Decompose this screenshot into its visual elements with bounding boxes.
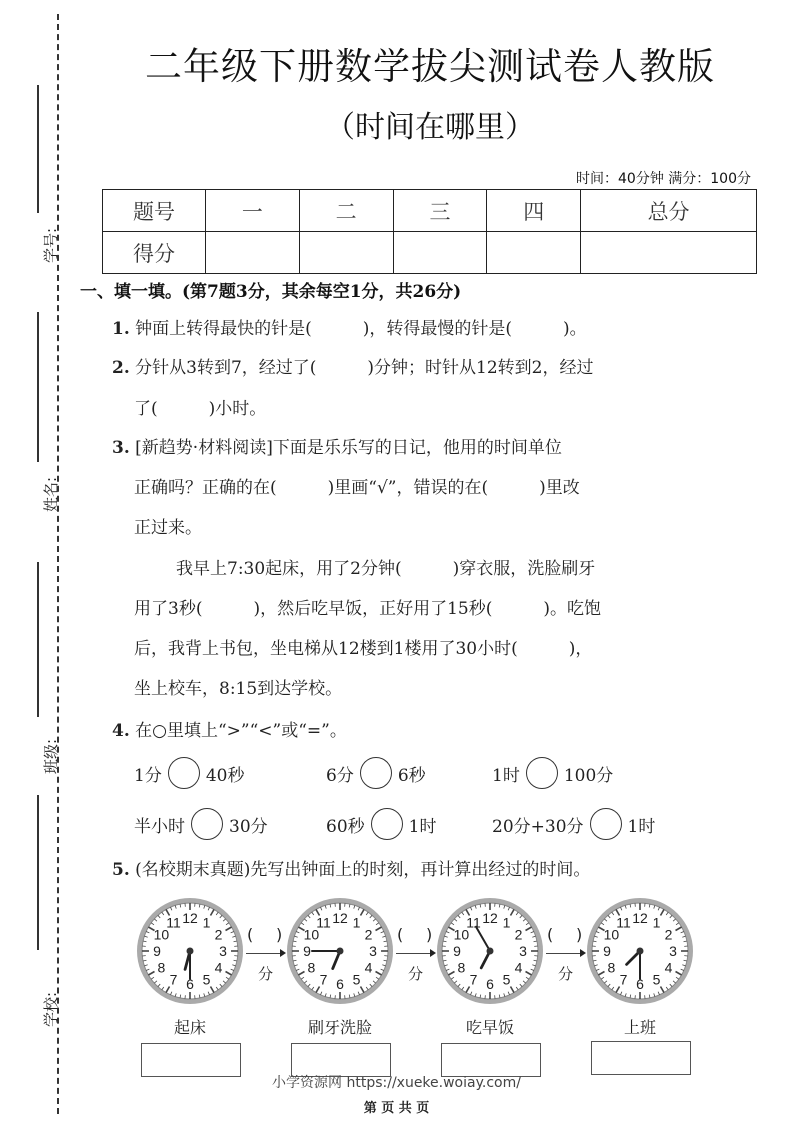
svg-text:4: 4 xyxy=(664,959,673,976)
svg-text:9: 9 xyxy=(603,943,611,959)
interval-paren-open: ( xyxy=(247,925,254,944)
score-table-score-row xyxy=(103,232,757,274)
svg-text:9: 9 xyxy=(303,943,311,959)
comparison-item xyxy=(134,808,268,840)
interval-unit: 分 xyxy=(408,965,424,983)
class-blank[interactable] xyxy=(37,562,39,717)
time-answer-box[interactable] xyxy=(591,1041,691,1075)
svg-text:11: 11 xyxy=(316,914,331,931)
arrow-icon xyxy=(546,953,584,954)
comparison-right: 100分 xyxy=(563,765,614,786)
question-text: 分针从3转到7，经过了( )分钟；时针从12转到2，经过 xyxy=(135,358,594,378)
question-number: 2. xyxy=(112,358,130,378)
section-heading: 一、填一填。(第7题3分，其余每空1分，共26分) xyxy=(80,282,462,302)
score-cell: 三 xyxy=(393,190,487,232)
svg-text:6: 6 xyxy=(486,976,494,992)
score-input-cell[interactable] xyxy=(206,232,300,274)
comparison-circle[interactable] xyxy=(371,808,403,840)
clock-label: 吃早饭 xyxy=(465,1018,514,1037)
comparison-right: 6秒 xyxy=(397,765,426,786)
comparison-right: 1时 xyxy=(408,816,437,837)
page-subtitle: （时间在哪里） xyxy=(325,110,535,145)
arrow-icon xyxy=(396,953,434,954)
comparison-item xyxy=(326,808,436,840)
score-cell: 总分 xyxy=(581,190,757,232)
svg-text:10: 10 xyxy=(153,926,170,943)
diary-line-1: 我早上7:30起床，用了2分钟( )穿衣服，洗脸刷牙 xyxy=(176,559,596,579)
score-cell: 二 xyxy=(299,190,393,232)
student-id-blank[interactable] xyxy=(37,85,39,213)
interval-paren-open: ( xyxy=(397,925,404,944)
binding-margin xyxy=(0,0,80,1122)
svg-text:1: 1 xyxy=(202,914,211,931)
score-input-cell[interactable] xyxy=(299,232,393,274)
question-number: 3. xyxy=(112,438,130,458)
interval-unit: 分 xyxy=(258,965,274,983)
svg-text:3: 3 xyxy=(669,943,677,959)
svg-text:6: 6 xyxy=(636,976,644,992)
interval-unit: 分 xyxy=(558,965,574,983)
svg-text:12: 12 xyxy=(332,910,348,926)
score-input-cell[interactable] xyxy=(393,232,487,274)
svg-text:1: 1 xyxy=(502,914,511,931)
comparison-right: 30分 xyxy=(229,816,268,837)
name-label: 姓名: xyxy=(42,476,60,512)
diary-line-3: 后，我背上书包，坐电梯从12楼到1楼用了30小时( )， xyxy=(134,639,593,659)
page-number: 第 页 共 页 xyxy=(363,1101,430,1116)
svg-text:7: 7 xyxy=(169,971,178,988)
svg-text:3: 3 xyxy=(219,943,227,959)
clock-icon xyxy=(284,895,396,1007)
score-table xyxy=(102,189,757,274)
question-1 xyxy=(112,319,587,339)
class-label: 班级: xyxy=(42,738,60,774)
name-blank[interactable] xyxy=(37,312,39,462)
svg-text:10: 10 xyxy=(603,926,620,943)
clock-icon xyxy=(434,895,546,1007)
question-text: 在○里填上“>”“<”或“=”。 xyxy=(135,721,347,741)
svg-text:2: 2 xyxy=(664,926,673,943)
svg-text:6: 6 xyxy=(336,976,344,992)
clock-icon xyxy=(134,895,246,1007)
clock-label: 刷牙洗脸 xyxy=(307,1018,372,1037)
svg-text:9: 9 xyxy=(153,943,161,959)
question-number: 5. xyxy=(112,860,130,880)
comparison-left: 20分+30分 xyxy=(492,816,584,837)
question-3-line2: 正确吗？正确的在( )里画“√”，错误的在( )里改 xyxy=(134,478,580,498)
comparison-circle[interactable] xyxy=(168,757,200,789)
comparison-left: 60秒 xyxy=(326,816,365,837)
svg-text:9: 9 xyxy=(453,943,461,959)
svg-text:7: 7 xyxy=(319,971,328,988)
svg-text:11: 11 xyxy=(166,914,181,931)
svg-text:12: 12 xyxy=(632,910,648,926)
question-3 xyxy=(112,438,562,458)
svg-text:5: 5 xyxy=(502,971,511,988)
question-number: 4. xyxy=(112,721,130,741)
question-4 xyxy=(112,721,347,741)
student-id-label: 学号: xyxy=(42,227,60,263)
watermark: 小学资源网 https://xueke.woiay.com/ xyxy=(272,1075,521,1091)
score-input-cell[interactable] xyxy=(487,232,581,274)
score-cell: 一 xyxy=(206,190,300,232)
svg-text:2: 2 xyxy=(214,926,223,943)
svg-text:8: 8 xyxy=(607,959,616,976)
question-2-cont: 了( )小时。 xyxy=(134,399,267,419)
diary-line-4: 坐上校车，8:15到达学校。 xyxy=(134,679,343,699)
svg-text:8: 8 xyxy=(307,959,316,976)
interval-paren-close: ) xyxy=(276,925,283,944)
comparison-circle[interactable] xyxy=(590,808,622,840)
svg-text:12: 12 xyxy=(482,910,498,926)
svg-text:5: 5 xyxy=(202,971,211,988)
svg-text:7: 7 xyxy=(619,971,628,988)
interval-paren-close: ) xyxy=(426,925,433,944)
svg-text:4: 4 xyxy=(214,959,223,976)
arrow-icon xyxy=(246,953,284,954)
svg-text:5: 5 xyxy=(352,971,361,988)
svg-text:6: 6 xyxy=(186,976,194,992)
question-3-line3: 正过来。 xyxy=(134,518,202,538)
question-text: (名校期末真题)先写出钟面上的时刻，再计算出经过的时间。 xyxy=(135,860,591,880)
comparison-item xyxy=(326,757,426,789)
svg-text:8: 8 xyxy=(457,959,466,976)
school-label: 学校: xyxy=(42,991,60,1027)
comparison-circle[interactable] xyxy=(360,757,392,789)
svg-text:1: 1 xyxy=(352,914,361,931)
svg-text:8: 8 xyxy=(157,959,166,976)
page-title: 二年级下册数学拔尖测试卷人教版 xyxy=(145,45,715,88)
comparison-circle[interactable] xyxy=(191,808,223,840)
score-cell: 题号 xyxy=(103,190,206,232)
svg-text:11: 11 xyxy=(616,914,631,931)
comparison-circle[interactable] xyxy=(526,757,558,789)
svg-text:11: 11 xyxy=(466,914,481,931)
question-text: 钟面上转得最快的针是( )，转得最慢的针是( )。 xyxy=(135,319,587,339)
comparison-item xyxy=(492,808,655,840)
comparison-item xyxy=(492,757,613,789)
score-table-header-row xyxy=(103,190,757,232)
interval-paren-close: ) xyxy=(576,925,583,944)
school-blank[interactable] xyxy=(37,795,39,950)
comparison-right: 1时 xyxy=(627,816,656,837)
comparison-left: 6分 xyxy=(326,765,354,786)
question-5 xyxy=(112,860,590,880)
svg-text:4: 4 xyxy=(514,959,523,976)
question-number: 1. xyxy=(112,319,130,339)
diary-line-2: 用了3秒( )，然后吃早饭，正好用了15秒( )。吃饱 xyxy=(134,599,601,619)
score-cell: 四 xyxy=(487,190,581,232)
svg-text:4: 4 xyxy=(364,959,373,976)
question-text: [新趋势·材料阅读]下面是乐乐写的日记，他用的时间单位 xyxy=(135,438,562,458)
svg-text:7: 7 xyxy=(469,971,478,988)
interval-paren-open: ( xyxy=(547,925,554,944)
svg-text:12: 12 xyxy=(182,910,198,926)
svg-text:2: 2 xyxy=(364,926,373,943)
exam-meta: 时间：40分钟 满分：100分 xyxy=(576,171,751,187)
question-2 xyxy=(112,358,594,378)
score-input-cell[interactable] xyxy=(581,232,757,274)
comparison-left: 半小时 xyxy=(134,816,185,837)
svg-text:1: 1 xyxy=(652,914,661,931)
svg-text:2: 2 xyxy=(514,926,523,943)
clock-icon xyxy=(584,895,696,1007)
clock-label: 起床 xyxy=(173,1018,206,1037)
comparison-item xyxy=(134,757,244,789)
comparison-left: 1分 xyxy=(134,765,162,786)
svg-text:3: 3 xyxy=(369,943,377,959)
svg-text:3: 3 xyxy=(519,943,527,959)
svg-text:10: 10 xyxy=(453,926,470,943)
comparison-right: 40秒 xyxy=(205,765,245,786)
comparison-left: 1时 xyxy=(492,765,520,786)
cut-line xyxy=(57,14,59,1114)
svg-text:10: 10 xyxy=(303,926,320,943)
clock-label: 上班 xyxy=(623,1018,656,1037)
score-cell: 得分 xyxy=(103,232,206,274)
svg-text:5: 5 xyxy=(652,971,661,988)
